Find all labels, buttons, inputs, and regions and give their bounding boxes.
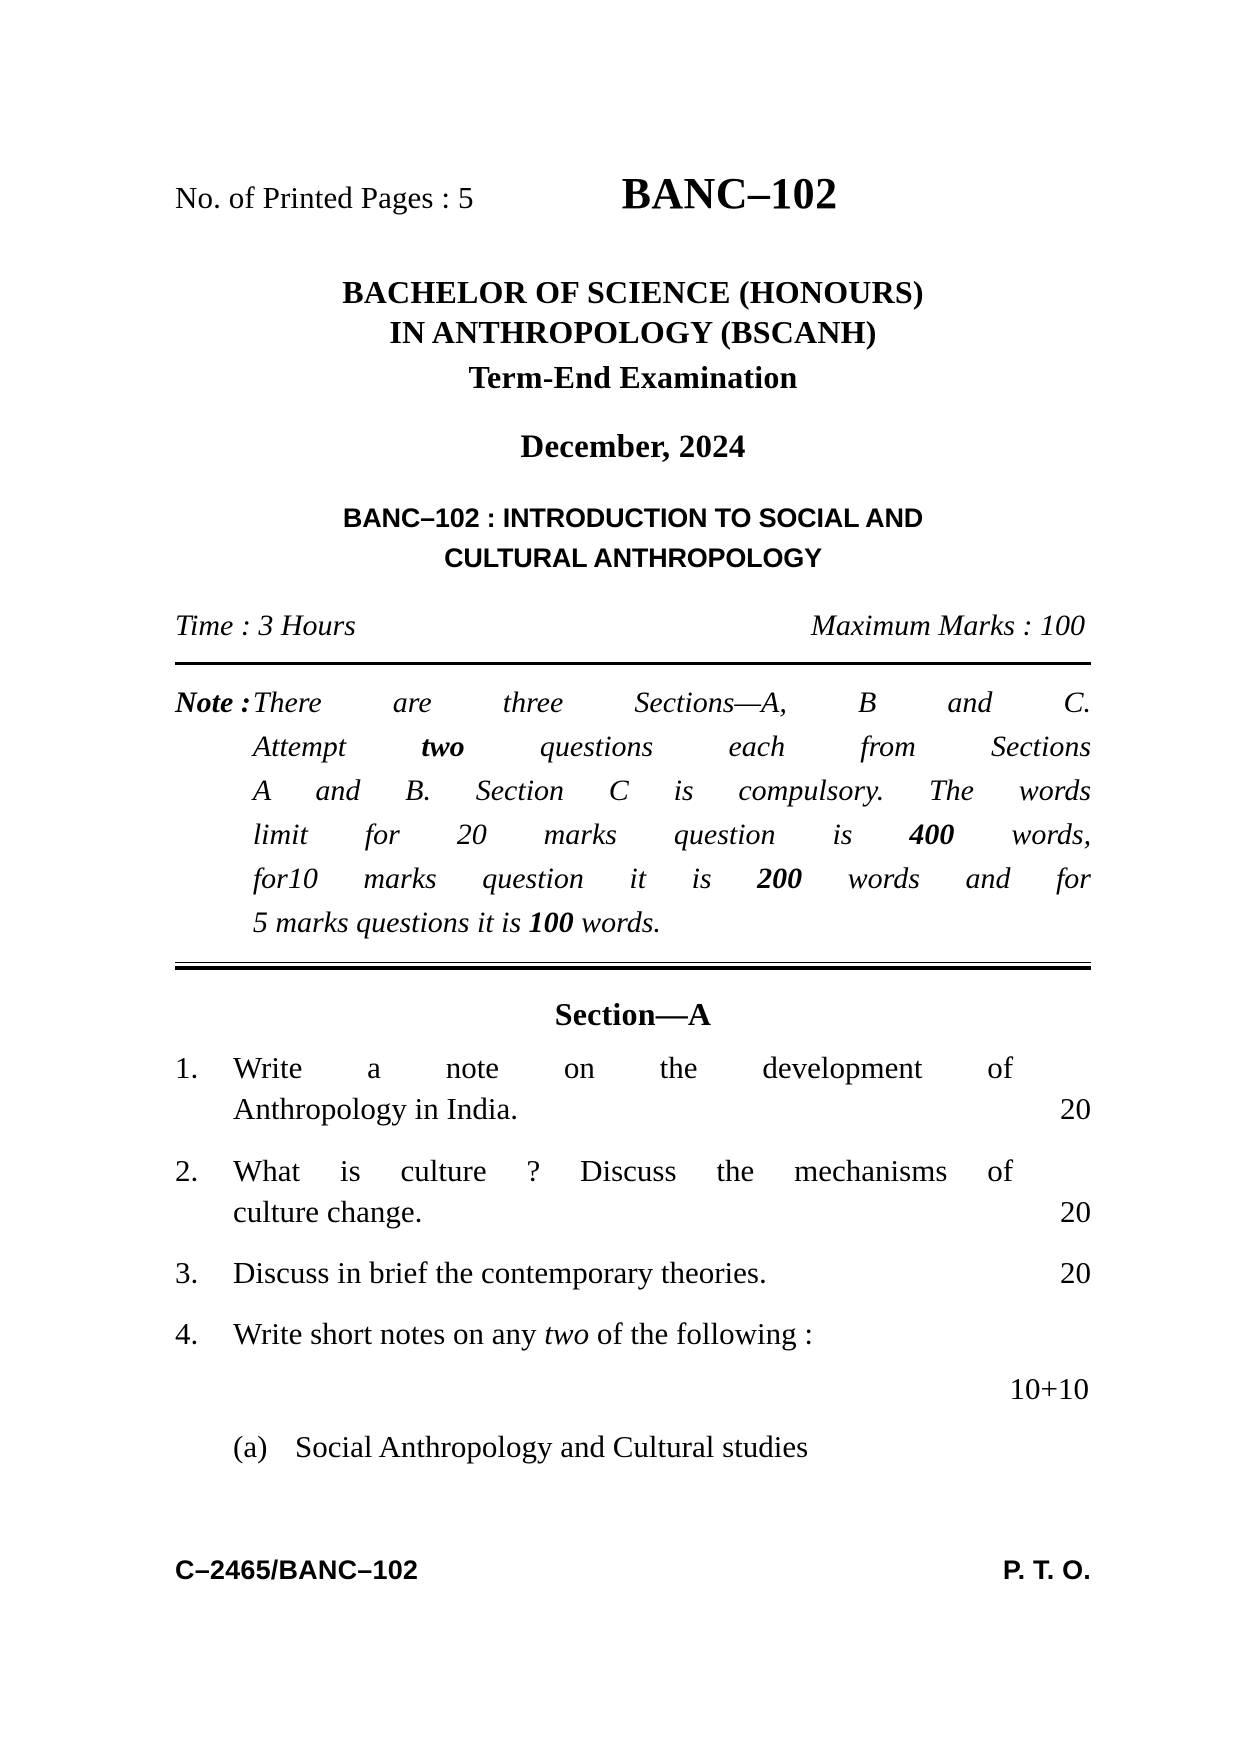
question-text: What is culture ? Discuss the mechanisms of culture change. — [233, 1152, 1014, 1229]
note-block — [175, 681, 1091, 946]
question-marks: 20 — [1060, 1091, 1091, 1127]
rule-below-note — [175, 962, 1091, 970]
note-line-6: 5 marks questions it is 100 words. — [252, 906, 661, 940]
programme-title-line1: BACHELOR OF SCIENCE (HONOURS) — [342, 274, 924, 310]
note-line-4: limit for 20 marks question is 400 words, — [252, 817, 1092, 851]
exam-info-row — [175, 609, 1091, 643]
question-item — [175, 1047, 1091, 1129]
footer-paper-ref: C–2465/BANC–102 — [175, 1555, 419, 1585]
question-marks: 20 — [1060, 1193, 1091, 1229]
question-item — [175, 1313, 1091, 1354]
question-marks: 20 — [1060, 1255, 1091, 1291]
question-text: Write a note on the development of Anthropology in India. — [233, 1050, 1014, 1127]
question-number: 3. — [175, 1255, 199, 1291]
paper-code: BANC–102 — [621, 169, 838, 218]
page-footer — [175, 1555, 1091, 1586]
note-text — [253, 681, 1091, 946]
programme-title — [175, 272, 1091, 353]
sub-question-text: Social Anthropology and Cultural studies — [295, 1428, 809, 1464]
note-line-1: There are three Sections—A, B and C. — [252, 685, 1092, 719]
question-number: 2. — [175, 1152, 199, 1188]
note-label: Note : — [175, 685, 251, 719]
question-text: Discuss in brief the contemporary theories. — [233, 1255, 767, 1291]
note-line-3: A and B. Section C is compulsory. The words — [252, 773, 1091, 807]
page-header — [175, 168, 1091, 220]
question-item — [175, 1150, 1091, 1232]
note-line-5: for10 marks question it is 200 words and for — [252, 862, 1091, 895]
section-a-question-list — [175, 1047, 1091, 1464]
sub-question-label: (a) — [233, 1428, 268, 1464]
course-title — [175, 498, 1091, 579]
question-text: Write short notes on any two of the following : — [233, 1316, 813, 1352]
course-title-line1: BANC–102 : INTRODUCTION TO SOCIAL AND — [342, 502, 924, 533]
note-line-2: Attempt two questions each from Sections — [252, 729, 1092, 763]
question-number: 1. — [175, 1050, 199, 1086]
question-number: 4. — [175, 1316, 199, 1352]
exam-max-marks: Maximum Marks : 100 — [810, 608, 1085, 642]
sub-question-item — [175, 1429, 1091, 1465]
question-marks: 10+10 — [1009, 1370, 1089, 1406]
term-line: Term-End Examination — [468, 358, 798, 395]
section-a-heading: Section—A — [554, 996, 712, 1033]
programme-title-line2: IN ANTHROPOLOGY (BSCANH) — [389, 314, 877, 351]
course-title-line2: CULTURAL ANTHROPOLOGY — [444, 543, 822, 574]
question-item — [175, 1252, 1091, 1293]
exam-date: December, 2024 — [520, 428, 746, 465]
printed-pages-label: No. of Printed Pages : 5 — [175, 180, 474, 215]
rule-above-note — [175, 662, 1091, 665]
footer-pto: P. T. O. — [1002, 1555, 1091, 1585]
exam-time: Time : 3 Hours — [175, 608, 356, 642]
